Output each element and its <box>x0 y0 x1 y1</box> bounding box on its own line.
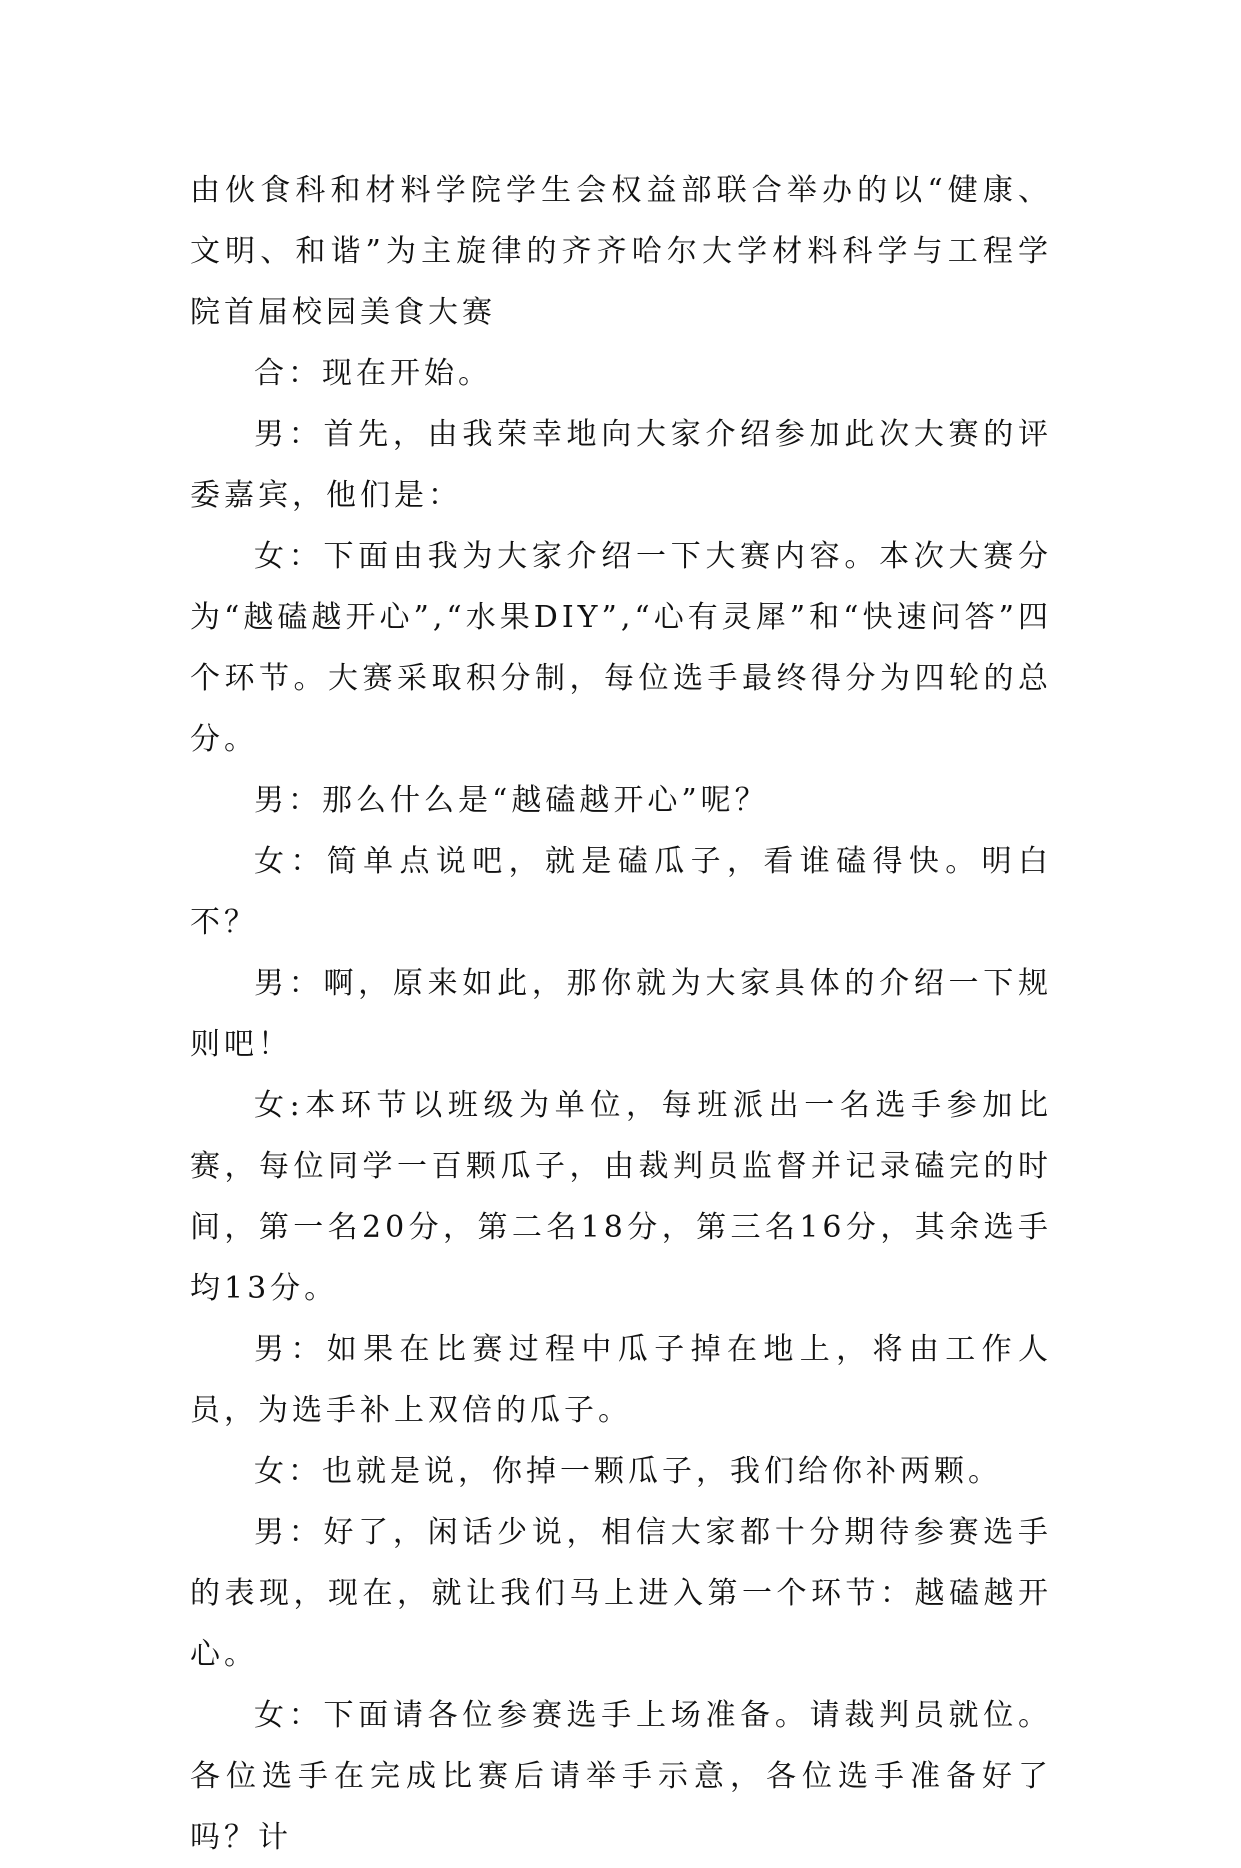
paragraph-intro: 由伙食科和材料学院学生会权益部联合举办的以“健康、文明、和谐”为主旋律的齐齐哈尔大学材料科学与工程学院首届校园美食大赛 <box>190 173 1052 330</box>
paragraph-rules-request: 男：啊，原来如此，那你就为大家具体的介绍一下规则吧！ <box>190 966 1052 1062</box>
paragraph-start: 合：现在开始。 <box>254 356 492 391</box>
paragraph-answer: 女：简单点说吧，就是磕瓜子，看谁磕得快。明白不？ <box>190 844 1052 940</box>
paragraph-drop-explain: 女：也就是说，你掉一颗瓜子，我们给你补两颗。 <box>254 1454 1002 1489</box>
paragraph-first-round: 男：好了，闲话少说，相信大家都十分期待参赛选手的表现，现在，就让我们马上进入第一个环节：越磕越开心。 <box>190 1515 1052 1672</box>
paragraph-contest-content: 女：下面由我为大家介绍一下大赛内容。本次大赛分为“越磕越开心”,“水果DIY”,“心有灵犀”和“快速问答”四个环节。大赛采取积分制，每位选手最终得分为四轮的总分。 <box>190 539 1052 757</box>
paragraph-rules: 女:本环节以班级为单位，每班派出一名选手参加比赛，每位同学一百颗瓜子，由裁判员监督并记录磕完的时间，第一名20分，第二名18分，第三名16分，其余选手均13分。 <box>190 1088 1052 1306</box>
paragraph-prepare: 女：下面请各位参赛选手上场准备。请裁判员就位。各位选手在完成比赛后请举手示意，各位选手准备好了吗？计 <box>190 1698 1052 1855</box>
paragraph-drop-rule: 男：如果在比赛过程中瓜子掉在地上，将由工作人员，为选手补上双倍的瓜子。 <box>190 1332 1052 1428</box>
paragraph-question: 男：那么什么是“越磕越开心”呢？ <box>254 783 769 818</box>
paragraph-judges: 男：首先，由我荣幸地向大家介绍参加此次大赛的评委嘉宾，他们是： <box>190 417 1052 513</box>
document-body <box>190 160 1052 1868</box>
